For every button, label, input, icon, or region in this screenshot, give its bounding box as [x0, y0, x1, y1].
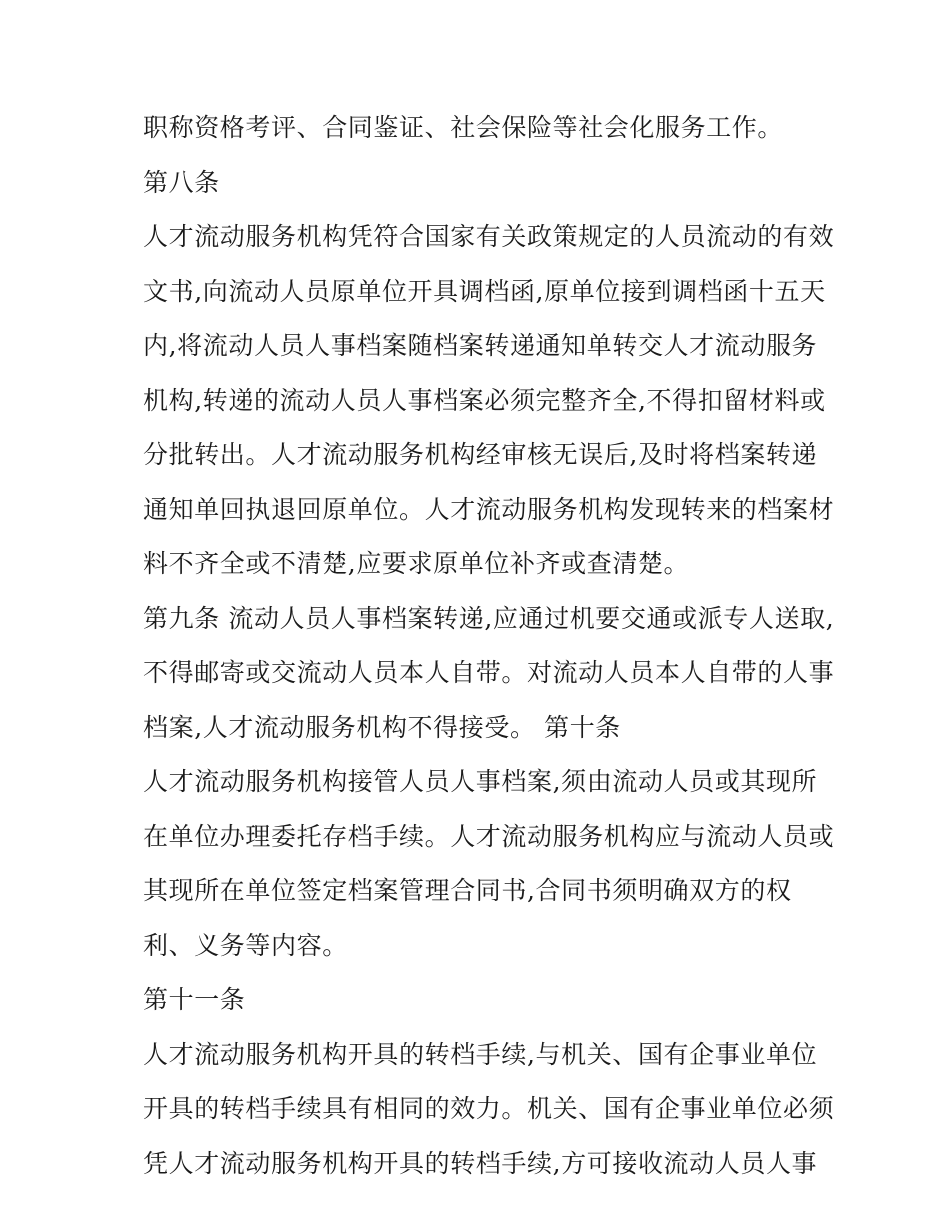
text-line: 第九条 流动人员人事档案转递,应通过机要交通或派专人送取,	[143, 603, 835, 633]
text-line: 料不齐全或不清楚,应要求原单位补齐或查清楚。	[143, 549, 690, 578]
text-line: 内,将流动人员人事档案随档案转递通知单转交人才流动服务	[143, 331, 818, 360]
article-heading: 第八条	[143, 167, 220, 197]
text-line: 档案,人才流动服务机构不得接受。 第十条	[143, 712, 621, 742]
text-line: 人才流动服务机构凭符合国家有关政策规定的人员流动的有效	[143, 222, 835, 251]
text-line: 在单位办理委托存档手续。人才流动服务机构应与流动人员或	[143, 821, 835, 851]
text-line: 通知单回执退回原单位。人才流动服务机构发现转来的档案材	[143, 494, 835, 524]
text-line: 职称资格考评、合同鉴证、社会保险等社会化服务工作。	[143, 113, 784, 142]
text-line: 不得邮寄或交流动人员本人自带。对流动人员本人自带的人事	[143, 658, 835, 687]
text-line: 其现所在单位签定档案管理合同书,合同书须明确双方的权	[143, 876, 792, 905]
text-line: 利、义务等内容。	[143, 930, 348, 960]
article-heading: 第十一条	[143, 985, 246, 1014]
text-line: 分批转出。人才流动服务机构经审核无误后,及时将档案转递	[143, 440, 818, 469]
text-line: 人才流动服务机构开具的转档手续,与机关、国有企事业单位	[143, 1039, 818, 1069]
text-line: 机构,转递的流动人员人事档案必须完整齐全,不得扣留材料或	[143, 385, 826, 415]
document-body	[143, 106, 843, 1196]
text-line: 凭人才流动服务机构开具的转档手续,方可接收流动人员人事	[143, 1148, 818, 1178]
text-line: 文书,向流动人员原单位开具调档函,原单位接到调档函十五天	[143, 276, 826, 306]
text-line: 开具的转档手续具有相同的效力。机关、国有企事业单位必须	[143, 1094, 835, 1123]
text-line: 人才流动服务机构接管人员人事档案,须由流动人员或其现所	[143, 767, 818, 796]
